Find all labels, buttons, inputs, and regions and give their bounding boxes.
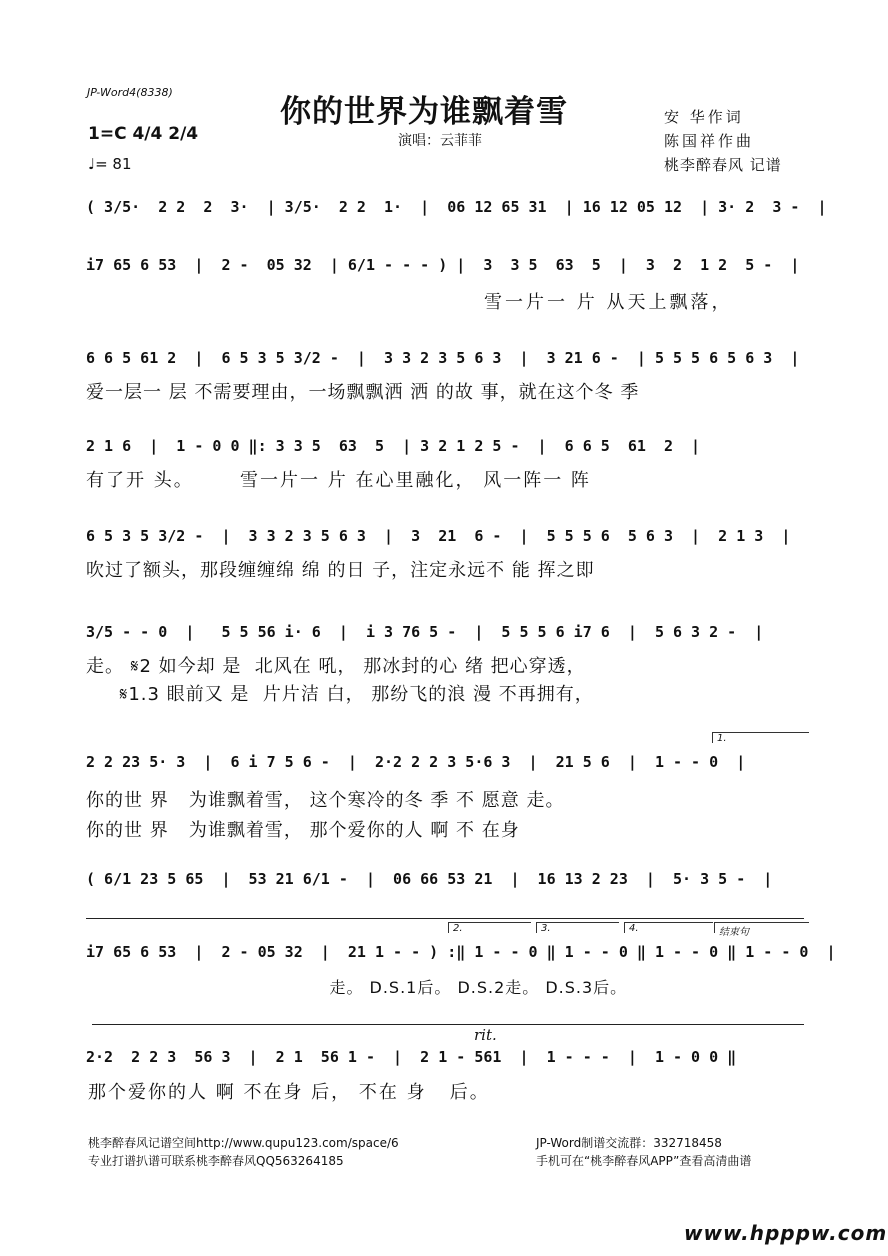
music-system-9: i7 65 6 53 | 2 - 05 32 | 21 1 - - ) :‖ 1 - - 0 ‖ 1 - - 0 ‖ 1 - - 0 ‖ 1 - - 0 | bbox=[86, 943, 836, 961]
music-system-1: ( 3/5· 2 2 2 3· | 3/5· 2 2 1· | 06 12 65 31 | 16 12 05 12 | 3· 2 3 - | bbox=[86, 198, 827, 216]
lyric-line: 走。 𝄋2 如今却 是 北风在 吼， 那冰封的心 绪 把心穿透， bbox=[86, 656, 586, 677]
footer-left-line2: 专业打谱扒谱可联系桃李醉春风QQ563264185 bbox=[88, 1154, 344, 1168]
footer-right-line2: 手机可在“桃李醉春风APP”查看高清曲谱 bbox=[536, 1154, 752, 1168]
lyricist-credit: 安 华作词 bbox=[664, 108, 744, 126]
separator-line bbox=[92, 1024, 804, 1025]
footer-right-line1: JP-Word制谱交流群：332718458 bbox=[536, 1136, 722, 1150]
ending-bracket: 3. bbox=[536, 922, 619, 933]
lyric-line: 走。 D.S.1后。 D.S.2走。 D.S.3后。 bbox=[86, 978, 628, 997]
separator-line bbox=[86, 918, 804, 919]
music-system-8: ( 6/1 23 5 65 | 53 21 6/1 - | 06 66 53 21 | 16 13 2 23 | 5· 3 5 - | bbox=[86, 870, 773, 888]
software-label: JP-Word4(8338) bbox=[87, 86, 173, 99]
key-signature: 1=C 4/4 2/4 bbox=[88, 124, 199, 144]
song-title: 你的世界为谁飘着雪 bbox=[280, 94, 568, 130]
music-system-4: 2 1 6 | 1 - 0 0 ‖: 3 3 5 63 5 | 3 2 1 2 5 - | 6 6 5 61 2 | bbox=[86, 437, 701, 455]
music-system-6: 3/5 - - 0 | 5 5 56 i· 6 | i 3 76 5 - | 5 5 5 6 i7 6 | 5 6 3 2 - | bbox=[86, 623, 764, 641]
transcriber-credit: 桃李醉春风 记谱 bbox=[664, 156, 782, 174]
lyric-line: 吹过了额头，那段缠缠绵 绵 的日 子，注定永远不 能 挥之即 bbox=[86, 560, 595, 581]
lyric-line: 雪一片一 片 从天上飘落， bbox=[484, 292, 733, 313]
singer-credit: 演唱：云菲菲 bbox=[398, 133, 482, 149]
ritardando-marking: rit. bbox=[474, 1026, 497, 1044]
lyric-line: 𝄋1.3 眼前又 是 片片洁 白， 那纷飞的浪 漫 不再拥有， bbox=[86, 684, 594, 705]
ending-bracket: 结束句 bbox=[714, 922, 809, 933]
music-system-3: 6 6 5 61 2 | 6 5 3 5 3/2 - | 3 3 2 3 5 6 3 | 3 21 6 - | 5 5 5 6 5 6 3 | bbox=[86, 349, 800, 367]
footer-left-line1: 桃李醉春风记谱空间http://www.qupu123.com/space/6 bbox=[88, 1136, 399, 1150]
ending-bracket: 4. bbox=[624, 922, 713, 933]
lyric-line: 那个爱你的人 啊 不在身 后， 不在 身 后。 bbox=[88, 1082, 490, 1103]
lyric-line: 你的世 界 为谁飘着雪， 这个寒冷的冬 季 不 愿意 走。 bbox=[86, 790, 565, 811]
music-system-2: i7 65 6 53 | 2 - 05 32 | 6/1 - - - ) | 3 3 5 63 5 | 3 2 1 2 5 - | bbox=[86, 256, 800, 274]
music-system-10: 2·2 2 2 3 56 3 | 2 1 56 1 - | 2 1 - 561 | 1 - - - | 1 - 0 0 ‖ bbox=[86, 1048, 737, 1066]
ending-bracket: 1. bbox=[712, 732, 809, 743]
music-system-5: 6 5 3 5 3/2 - | 3 3 2 3 5 6 3 | 3 21 6 - | 5 5 5 6 5 6 3 | 2 1 3 | bbox=[86, 527, 791, 545]
site-watermark: www.hpppw.com bbox=[684, 1221, 888, 1245]
tempo-marking: ♩= 81 bbox=[88, 155, 132, 173]
music-system-7: 2 2 23 5· 3 | 6 i 7 5 6 - | 2·2 2 2 3 5·6 3 | 21 5 6 | 1 - - 0 | bbox=[86, 753, 746, 771]
ending-bracket: 2. bbox=[448, 922, 531, 933]
lyric-line: 爱一层一 层 不需要理由，一场飘飘洒 洒 的故 事，就在这个冬 季 bbox=[86, 382, 640, 403]
lyric-line: 你的世 界 为谁飘着雪， 那个爱你的人 啊 不 在身 bbox=[86, 820, 520, 841]
lyric-line: 有了开 头。 雪一片一 片 在心里融化， 风一阵一 阵 bbox=[86, 470, 591, 491]
composer-credit: 陈国祥作曲 bbox=[664, 132, 755, 150]
